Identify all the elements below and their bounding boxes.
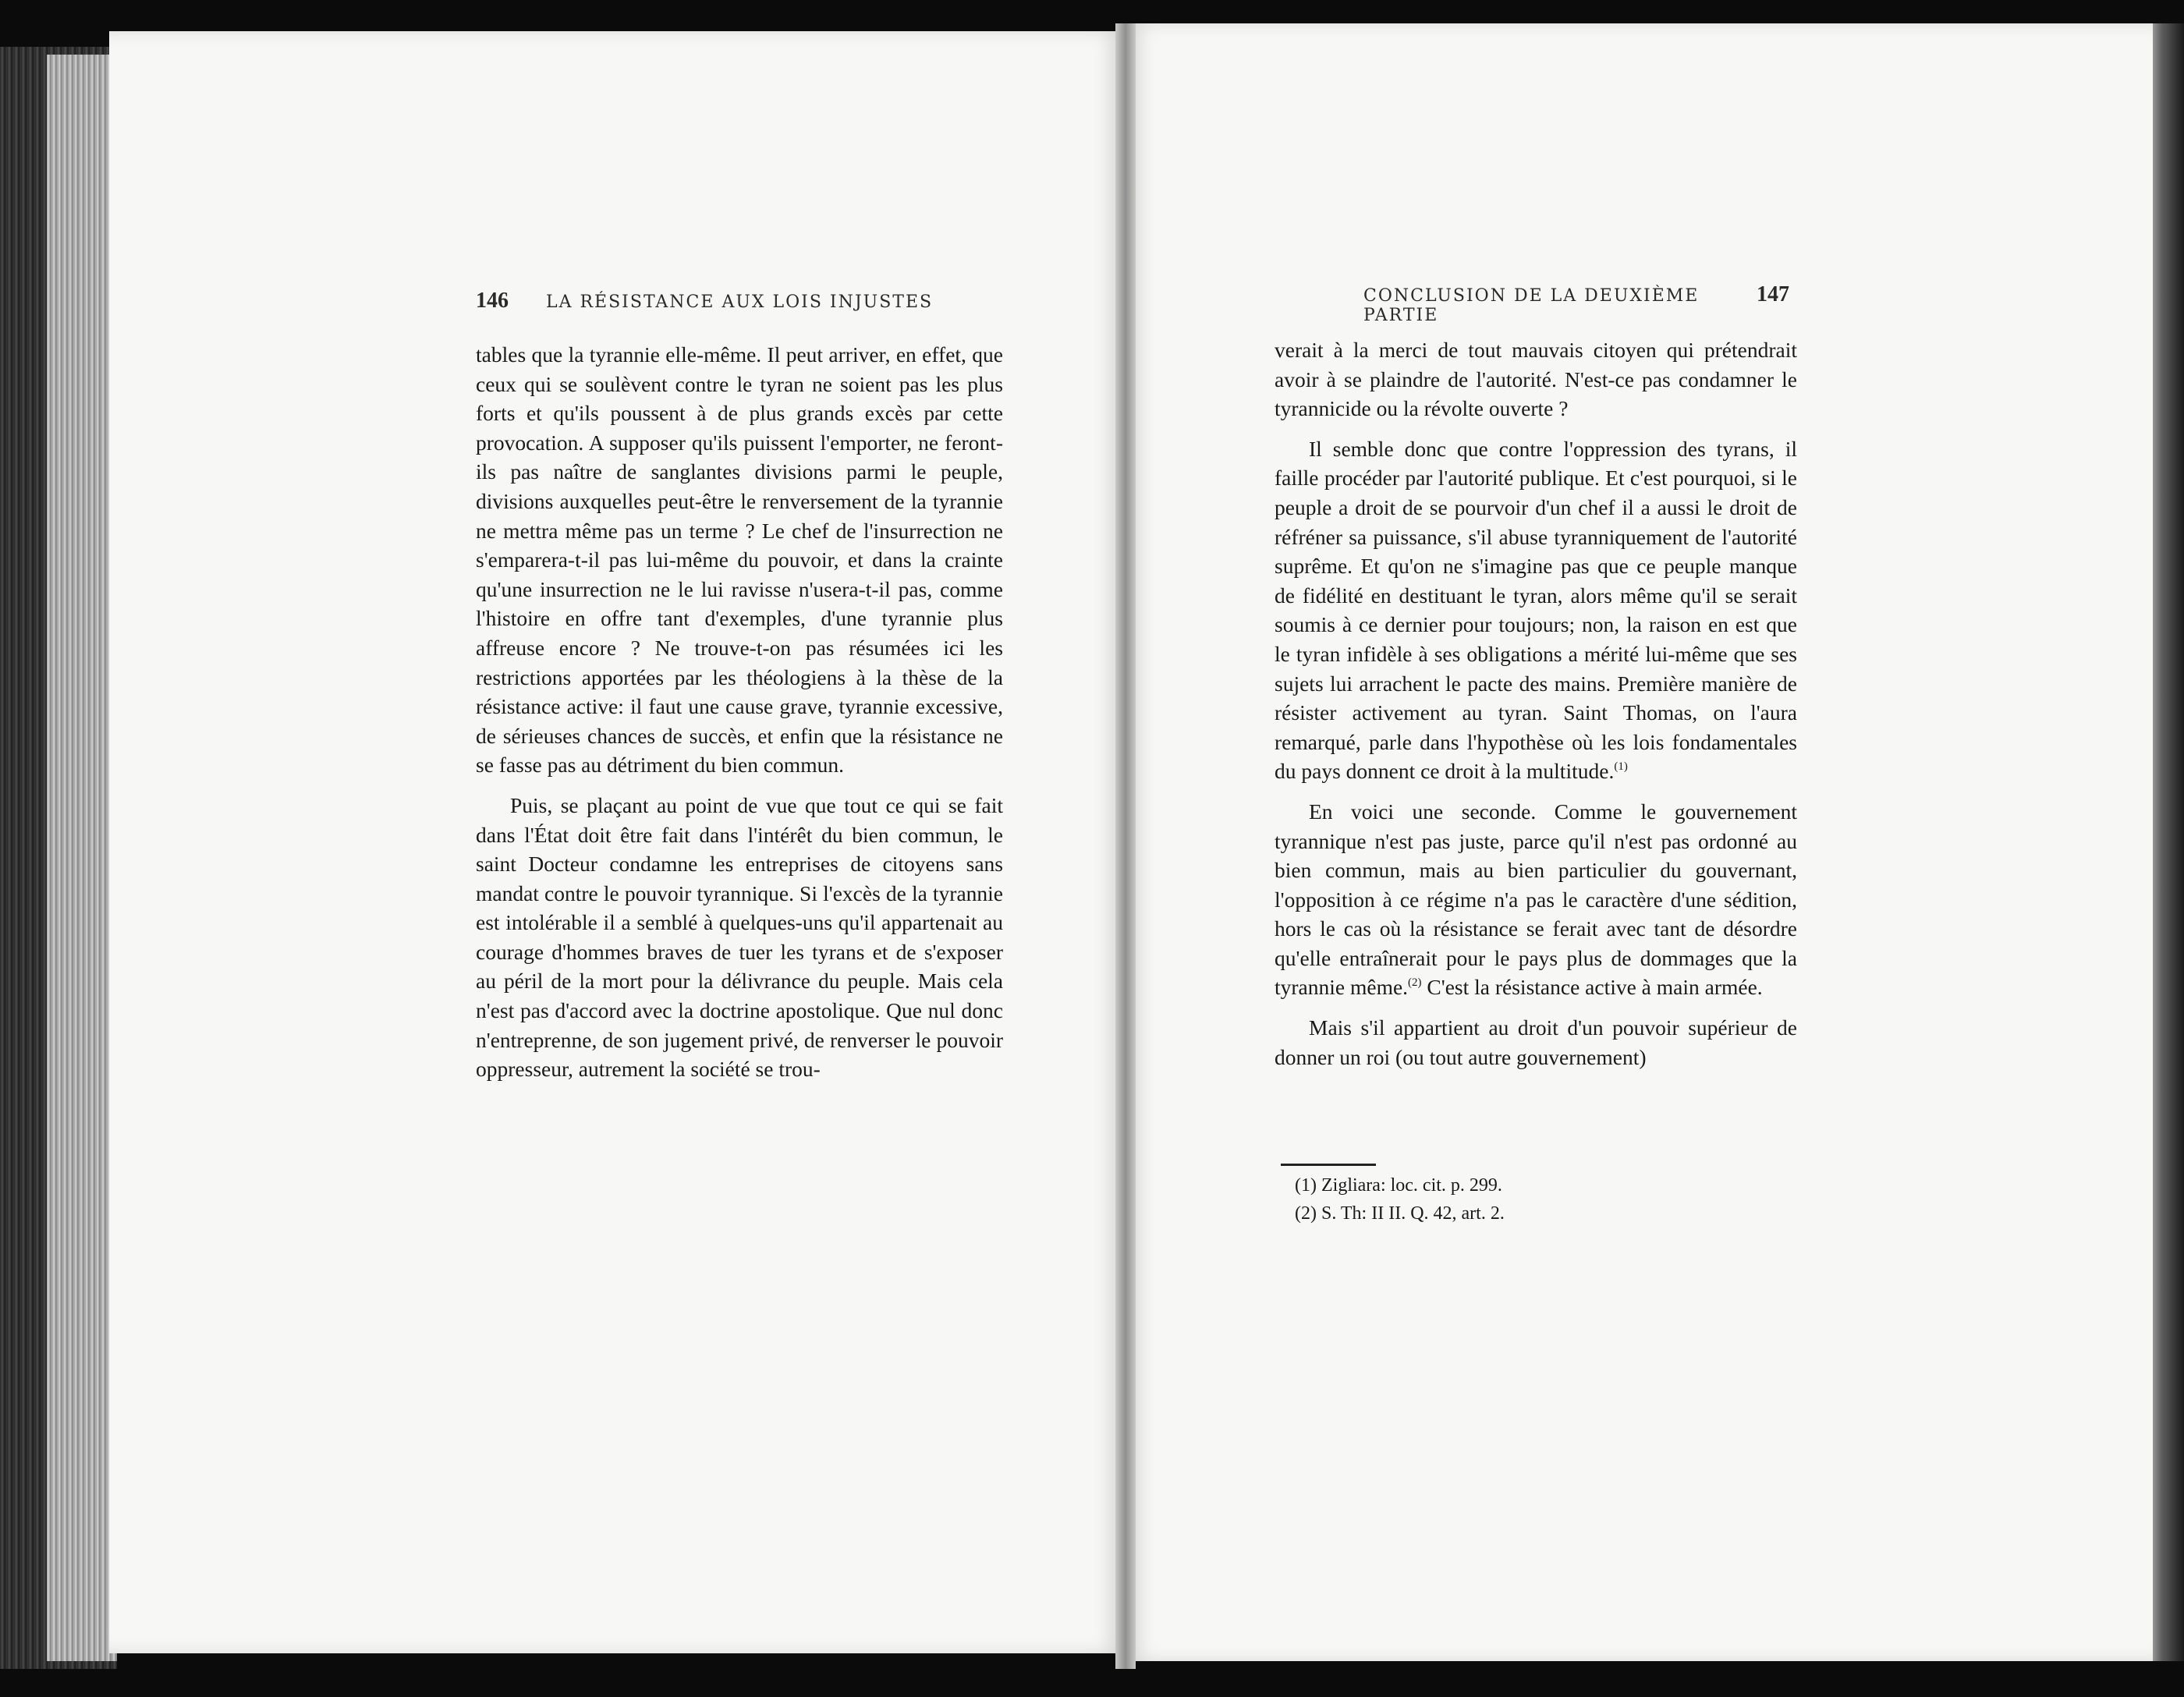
right-paragraph-4: Mais s'il appartient au droit d'un pouvoir supérieur de donner un roi (ou tout autre gouvernement) [1275,1015,1797,1069]
left-running-head [476,289,1022,314]
right-paragraph-2 [1275,434,1797,786]
right-paragraph-3-text-b: C'est la résistance active à main armée. [1421,975,1763,1000]
left-paragraph-1: tables que la tyrannie elle-même. Il peut arriver, en effet, que ceux qui se soulèvent contre le tyran ne soient pas les plus forts et qu'ils poussent à de plus grands excès par cette provocation. A supposer qu'ils puissent l'emporter, ne feront-ils pas naître de sanglantes divisions parmi le peuple, divisions auxquelles peut-être le renversement de la tyrannie ne mettra même pas un terme ? Le chef de l'insurrection ne s'emparera-t-il pas lui-même du pouvoir, et dans la crainte qu'une insurrection ne le lui ravisse n'usera-t-il pas, comme l'histoire en offre tant d'exemples, d'une tyrannie plus affreuse encore ? Ne trouve-t-on pas résumées ici les restrictions apportées par les théologiens à la thèse de la résistance active: il faut une cause grave, tyrannie excessive, de sérieuses chances de succès, et enfin que la résistance ne se fasse pas au détriment du bien commun. [476,342,1003,778]
right-paragraph-1: verait à la merci de tout mauvais citoyen qui prétendrait avoir à se plaindre de l'autorité. N'est-ce pas condamner le tyrannicide ou la révolte ouverte ? [1275,338,1797,421]
right-running-head [1363,282,1789,325]
footnote-2: (2) S. Th: II II. Q. 42, art. 2. [1295,1203,1505,1224]
right-page-body [1275,335,1797,1072]
footnote-separator [1281,1164,1376,1166]
footnote-ref-1: (1) [1614,760,1628,774]
book-page-stack-left [47,55,117,1661]
right-paragraph-3 [1275,797,1797,1002]
left-page-body [476,340,1003,1084]
right-running-title: CONCLUSION DE LA DEUXIÈME PARTIE [1363,286,1700,325]
right-paragraph-2-text: Il semble donc que contre l'oppression des tyrans, il faille procéder par l'autorité publique. Et c'est pourquoi, si le peuple a droit de se pourvoir d'un chef il a aussi le droit de réfréner sa puissance, s'il abuse tyranniquement de l'autorité suprême. Et qu'on ne s'imagine pas que ce peuple manque de fidélité en destituant le tyran, alors même qu'il se serait soumis à ce dernier pour toujours; non, la raison en est que le tyran infidèle à ses obligations a mérité lui-même que ses sujets lui arrachent le pacte des mains. Première manière de résister activement au tyran. Saint Thomas, on l'aura remarqué, parle dans l'hypothèse où les lois fondamentales du pays donnent ce droit à la multitude. [1275,436,1797,784]
footnote-ref-2: (2) [1408,976,1422,990]
book-gutter [1115,23,1136,1669]
right-paragraph-3-text-a: En voici une seconde. Comme le gouvernement tyrannique n'est pas juste, parce qu'il n'est pas ordonné au bien commun, mais au bien particulier du gouvernant, l'opposition à ce régime n'a pas le caractère d'une sédition, hors le cas où la résistance se ferait avec tant de désordre qu'elle entraînerait pour le pays plus de dommages que la tyrannie même. [1275,799,1797,1000]
left-running-title: LA RÉSISTANCE AUX LOIS INJUSTES [546,292,934,312]
footnote-1: (1) Zigliara: loc. cit. p. 299. [1295,1175,1502,1196]
left-page-number: 146 [476,289,509,313]
left-paragraph-2: Puis, se plaçant au point de vue que tout ce qui se fait dans l'État doit être fait dans l'intérêt du bien commun, le saint Docteur condamne les entreprises de citoyens sans mandat contre le pouvoir tyrannique. Si l'excès de la tyrannie est intolérable il a semblé à quelques-uns qu'il appartenait au courage d'hommes braves de tuer les tyrans et de s'exposer au péril de la mort pour la délivrance du peuple. Mais cela n'est pas d'accord avec la doctrine apostolique. Que nul donc n'entreprenne, de son jugement privé, de renverser le pouvoir oppresseur, autrement la société se trou- [476,792,1003,1082]
footnotes [1295,1171,1685,1228]
right-page-number: 147 [1757,282,1789,306]
